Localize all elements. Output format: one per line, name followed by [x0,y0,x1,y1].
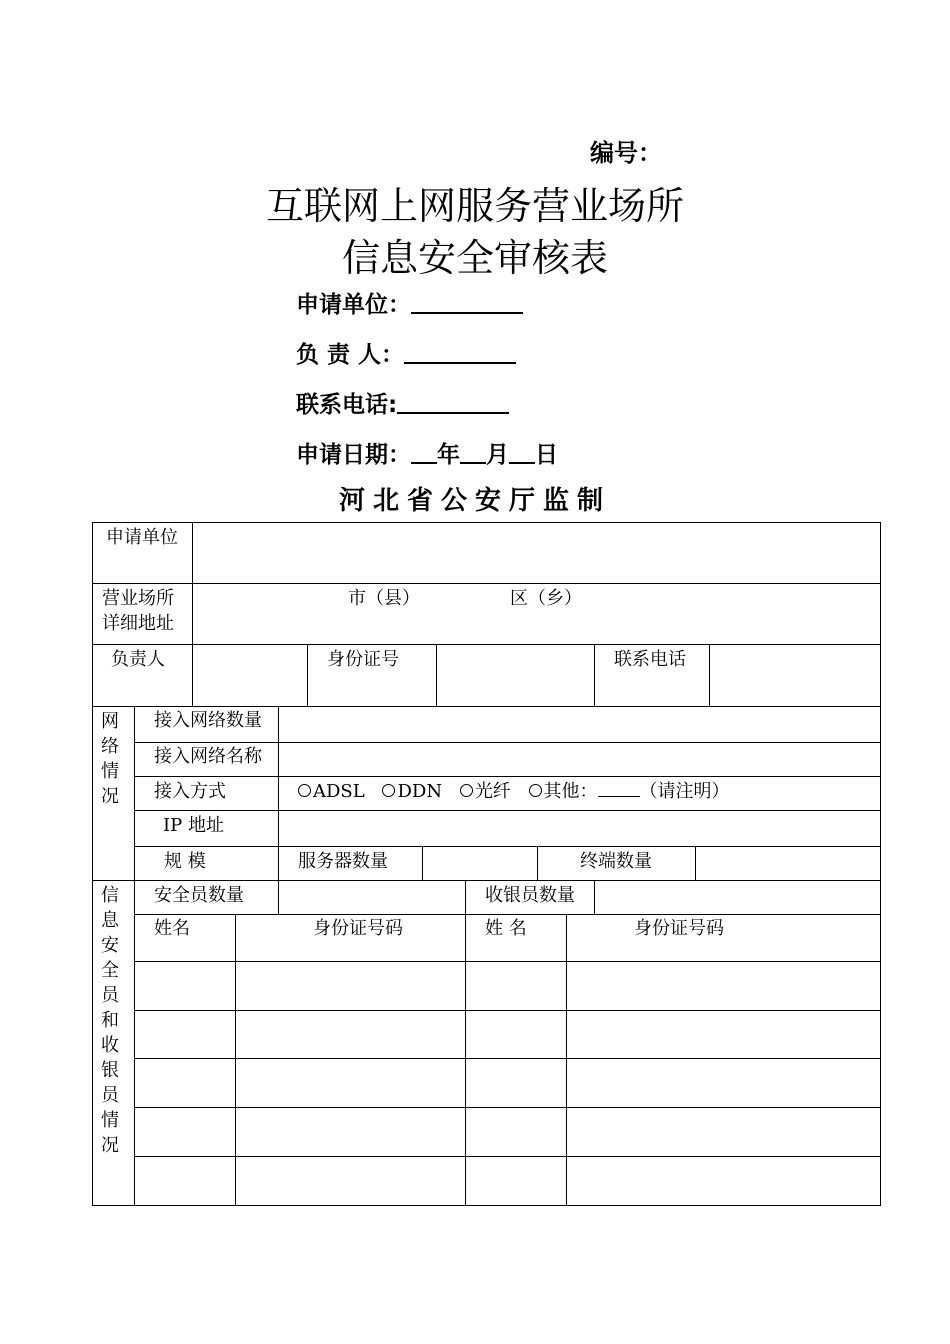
radio-icon[interactable] [460,784,473,797]
day-blank[interactable] [509,440,535,464]
city-label: 市（县） [348,588,420,609]
other-note-blank[interactable] [598,780,640,797]
id-code-left-header: 身份证号码 [313,918,403,939]
server-count-label: 服务器数量 [298,851,388,872]
option-fiber[interactable]: 光纤 [460,781,511,802]
contact-phone-blank[interactable] [397,390,509,414]
table-applicant-unit-label: 申请单位 [106,527,178,548]
person-in-charge-row [296,336,516,369]
cashier-count-label: 收银员数量 [485,885,575,906]
person-in-charge-label: 负 责 人： [296,342,405,368]
access-method-label: 接入方式 [154,781,226,802]
apply-date-row [296,436,558,469]
apply-date-label: 申请日期： [296,442,411,468]
table-contact-phone-label: 联系电话 [614,649,686,670]
terminal-count-label: 终端数量 [580,851,652,872]
option-adsl[interactable]: ADSL [298,781,365,802]
serial-number-label: 编号： [590,139,662,167]
radio-icon[interactable] [382,784,395,797]
access-method-options [298,780,730,804]
page-title-line2: 信息安全审核表 [341,236,608,280]
id-number-label: 身份证号 [327,649,399,670]
staff-section-label: 信息安全员和收银员情况 [101,885,119,1156]
page-title-line1: 互联网上网服务营业场所 [265,184,684,228]
month-blank[interactable] [460,440,486,464]
network-section-label: 网络情况 [101,711,119,807]
radio-icon[interactable] [529,784,542,797]
address-label-line1: 营业场所 [102,588,174,609]
person-in-charge-blank[interactable] [404,340,516,364]
network-name-label: 接入网络名称 [154,746,262,767]
security-staff-count-label: 安全员数量 [154,885,244,906]
year-label: 年 [437,442,460,468]
district-label: 区（乡） [510,588,582,609]
network-count-label: 接入网络数量 [154,710,262,731]
table-person-in-charge-label: 负责人 [111,649,165,670]
supervisor-label: 河北省公安厅监制 [338,486,611,516]
contact-phone-row [296,386,509,419]
ip-address-label: IP 地址 [163,815,224,836]
day-label: 日 [535,442,558,468]
id-code-right-header: 身份证号码 [634,918,724,939]
applicant-unit-input[interactable] [194,524,878,581]
applicant-unit-blank[interactable] [411,290,523,314]
name-right-header: 姓 名 [485,918,527,939]
contact-phone-label: 联系电话: [296,392,398,418]
name-left-header: 姓名 [154,918,190,939]
option-other[interactable]: 其他： （请注明） [529,781,730,802]
applicant-unit-label: 申请单位： [296,292,411,318]
radio-icon[interactable] [298,784,311,797]
month-label: 月 [486,442,509,468]
applicant-unit-row [296,286,523,319]
year-blank[interactable] [411,440,437,464]
address-label-line2: 详细地址 [102,613,174,634]
option-ddn[interactable]: DDN [382,781,442,802]
scale-label: 规 模 [164,851,206,872]
